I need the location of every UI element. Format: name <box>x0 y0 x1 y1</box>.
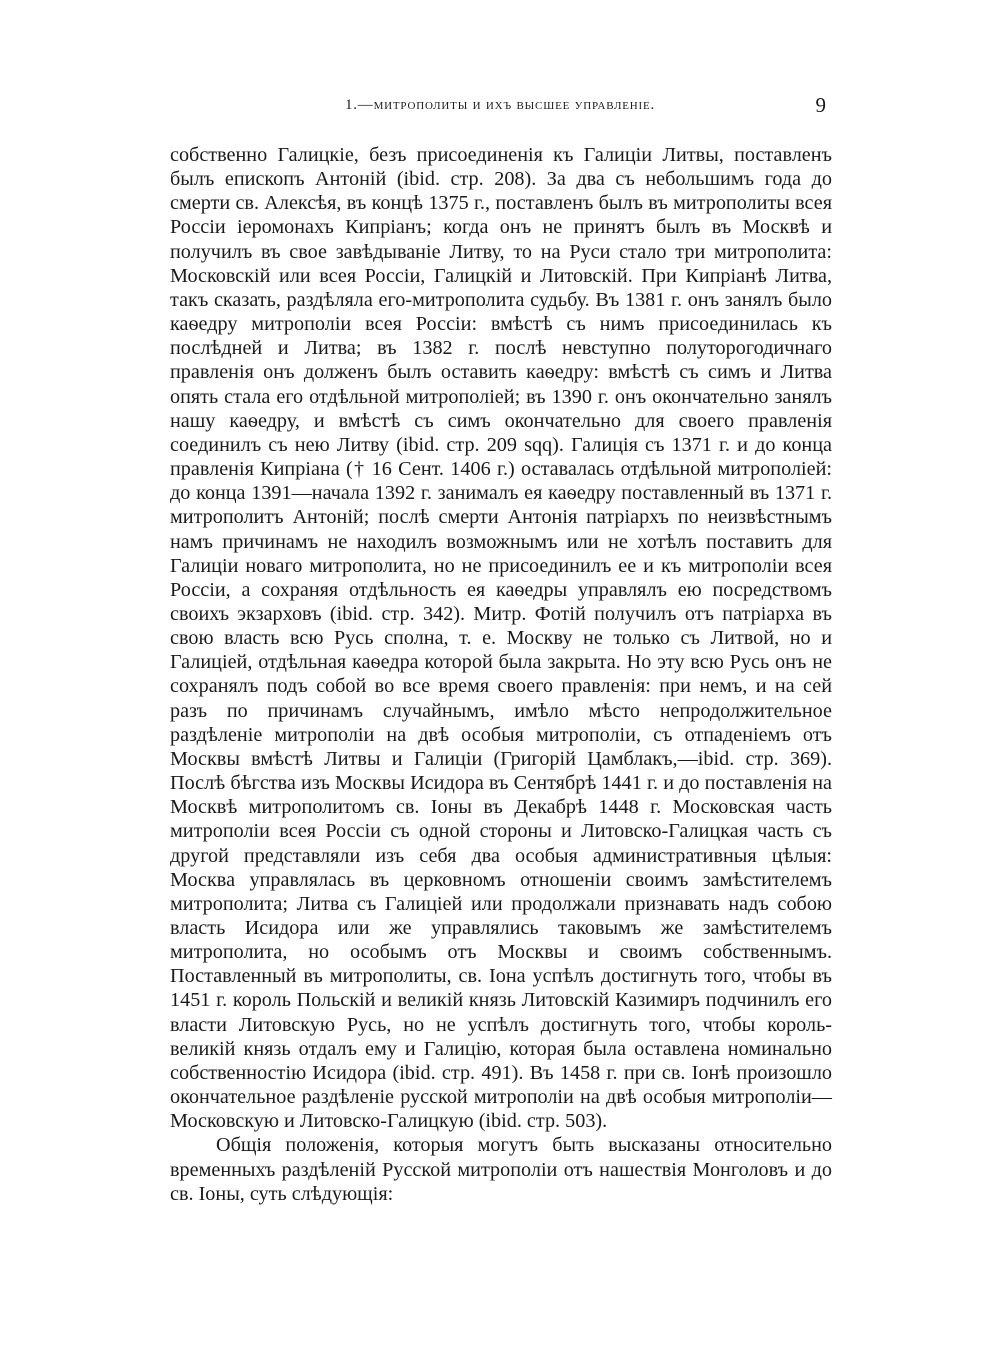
page-number: 9 <box>815 93 826 117</box>
paragraph-2: Общія положенія, которыя могутъ быть высказаны относительно временныхъ раздѣленій Русской митрополіи отъ нашествія Монголовъ и до св. Іоны, суть слѣдующія: <box>170 1134 832 1205</box>
running-header <box>170 93 830 125</box>
paragraph-1: собственно Галицкіе, безъ присоединенія къ Галиціи Литвы, поставленъ былъ епископъ Антоній (ibid. стр. 208). За два съ небольшимъ года до смерти св. Алексѣя, въ концѣ 1375 г., поставленъ былъ въ митрополиты всея Россіи іеромонахъ Кипріанъ; когда онъ не принятъ былъ въ Москвѣ и получилъ въ свое завѣдываніе Литву, то на Руси стало три митрополита: Московскій или всея Россіи, Галицкій и Литовскій. При Кипріанѣ Литва, такъ сказать, раздѣляла его-митрополита судьбу. Въ 1381 г. онъ занялъ было каѳедру митрополіи всея Россіи: вмѣстѣ съ нимъ присоединилась къ послѣдней и Литва; въ 1382 г. послѣ невступно полуторогодичнаго правленія онъ долженъ былъ оставить каѳедру: вмѣстѣ съ симъ и Литва опять стала его отдѣльной митрополіей; въ 1390 г. онъ окончательно занялъ нашу каѳедру, и вмѣстѣ съ симъ окончательно для своего правленія соединилъ съ нею Литву (ibid. стр. 209 sqq). Галиція съ 1371 г. и до конца правленія Кипріана († 16 Сент. 1406 г.) оставалась отдѣльной митрополіей: до конца 1391—начала 1392 г. занималъ ея каѳедру поставленный въ 1371 г. митрополитъ Антоній; послѣ смерти Антонія патріархъ по неизвѣстнымъ намъ причинамъ не находилъ возможнымъ или не хотѣлъ поставить для Галиціи новаго митрополита, но не присоединилъ ее и къ митрополіи всея Россіи, а сохраняя отдѣльность ея каѳедры управлялъ ею посредствомъ своихъ экзарховъ (ibid. стр. 342). Митр. Фотій получилъ отъ патріарха въ свою власть всю Русь сполна, т. е. Москву не только съ Литвой, но и Галиціей, отдѣльная каѳедра которой была закрыта. Но эту всю Русь онъ не сохранялъ подъ собой во все время своего правленія: при немъ, и на сей разъ по причинамъ случайнымъ, имѣло мѣсто непродолжительное раздѣленіе митрополіи на двѣ особыя митрополіи, съ отпаденіемъ отъ Москвы вмѣстѣ Литвы и Галиціи (Григорій Цамблакъ,—ibid. стр. 369). Послѣ бѣгства изъ Москвы Исидора въ Сентябрѣ 1441 г. и до поставленія на Москвѣ митрополитомъ св. Іоны въ Декабрѣ 1448 г. Московская часть митрополіи всея Россіи съ одной стороны и Литовско-Галицкая часть съ другой представляли изъ себя два особыя административныя цѣлыя: Москва управлялась въ церковномъ отношеніи своимъ замѣстителемъ митрополита; Литва съ Галиціей или продолжали признавать надъ собою власть Исидора или же управлялись таковымъ же замѣстителемъ митрополита, но особымъ отъ Москвы и своимъ собственнымъ. Поставленный въ митрополиты, св. Іона успѣлъ достигнуть того, чтобы въ 1451 г. король Польскій и великій князь Литовскій Казимиръ подчинилъ его власти Литовскую Русь, но не успѣлъ достигнуть того, чтобы король-великій князь отдалъ ему и Галицію, которая была оставлена номинально собственностію Исидора (ibid. стр. 491). Въ 1458 г. при св. Іонѣ произошло окончательное раздѣленіе русской митрополіи на двѣ особыя митрополіи—Московскую и Литовско-Галицкую (ibid. стр. 503). <box>170 144 832 1133</box>
running-title: 1.—митрополиты и ихъ высшее управленіе. <box>344 97 656 113</box>
body-text <box>170 143 832 1206</box>
